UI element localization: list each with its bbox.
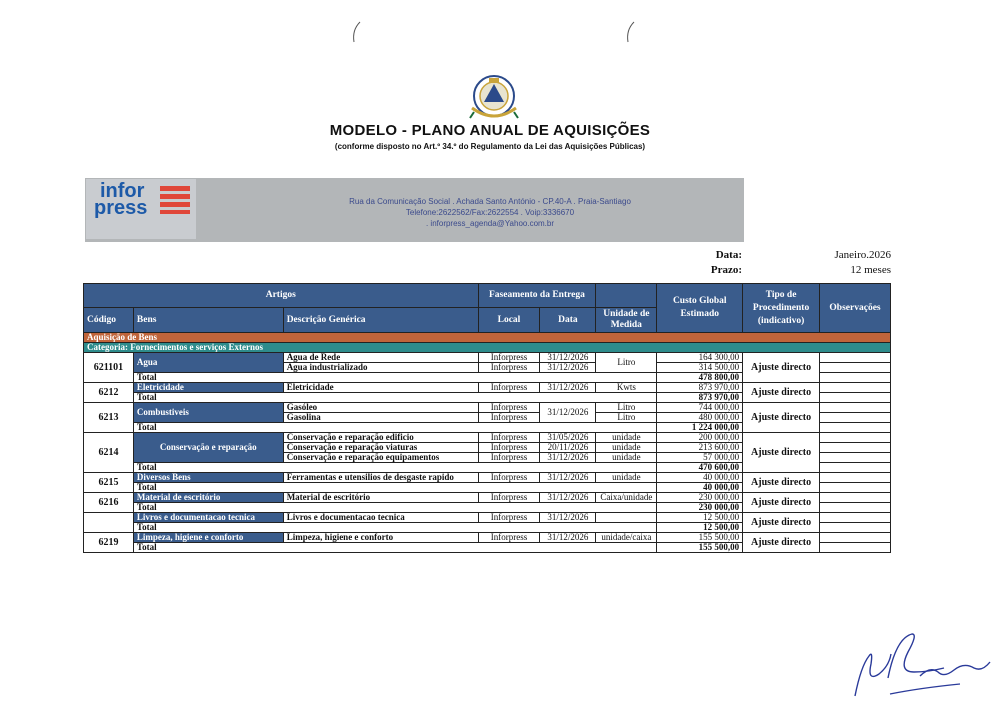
obs-cell <box>820 363 891 373</box>
obs-cell <box>820 353 891 363</box>
obs-cell <box>820 483 891 493</box>
cost-cell: 213 600,00 <box>657 443 743 453</box>
desc-cell: Limpeza, higiene e conforto <box>283 533 478 543</box>
date-cell: 31/05/2026 <box>540 433 596 443</box>
desc-cell: Livros e documentacao tecnica <box>283 513 478 523</box>
cost-cell: 12 500,00 <box>657 513 743 523</box>
desc-cell: Material de escritório <box>283 493 478 503</box>
cost-cell: 314 500,00 <box>657 363 743 373</box>
code-cell <box>84 513 134 533</box>
code-cell: 6212 <box>84 383 134 403</box>
bens-cell: Eletricidade <box>133 383 283 393</box>
total-label: Total <box>133 463 656 473</box>
local-cell: Inforpress <box>478 443 540 453</box>
header-data: Data <box>540 308 596 333</box>
desc-cell: Agua industrializado <box>283 363 478 373</box>
header-blank <box>596 284 657 308</box>
total-label: Total <box>133 393 656 403</box>
header-artigos: Artigos <box>84 284 479 308</box>
desc-cell: Gasóleo <box>283 403 478 413</box>
logo-text-infor: infor <box>100 180 145 202</box>
obs-cell <box>820 543 891 553</box>
obs-cell <box>820 423 891 433</box>
header-faseamento: Faseamento da Entrega <box>478 284 596 308</box>
unit-cell <box>596 513 657 523</box>
local-cell: Inforpress <box>478 453 540 463</box>
table-row <box>84 513 891 523</box>
table-row <box>84 433 891 443</box>
obs-cell <box>820 383 891 393</box>
date-cell: 31/12/2026 <box>540 473 596 483</box>
header-tipo: Tipo de Procedimento (indicativo) <box>743 284 820 333</box>
unit-cell: Litro <box>596 403 657 413</box>
table-row <box>84 493 891 503</box>
address-line: Rua da Comunicação Social . Achada Santo António - CP.40-A . Praia-Santiago <box>349 197 631 206</box>
unit-cell: Litro <box>596 353 657 373</box>
obs-cell <box>820 503 891 513</box>
total-label: Total <box>133 423 656 433</box>
email-line: . inforpress_agenda@Yahoo.com.br <box>425 219 555 228</box>
table-row <box>84 473 891 483</box>
total-value: 12 500,00 <box>657 523 743 533</box>
obs-cell <box>820 403 891 413</box>
procedure-cell: Ajuste directo <box>743 493 820 513</box>
table-row <box>84 353 891 363</box>
phone-line: Telefone:2622562/Fax:2622554 . Voip:3336670 <box>405 208 575 217</box>
local-cell: Inforpress <box>478 513 540 523</box>
date-cell: 31/12/2026 <box>540 533 596 543</box>
date-label: Data: <box>715 249 742 261</box>
procedure-cell: Ajuste directo <box>743 433 820 473</box>
table-row <box>84 383 891 393</box>
date-value: Janeiro.2026 <box>834 249 891 261</box>
total-value: 1 224 000,00 <box>657 423 743 433</box>
cost-cell: 200 000,00 <box>657 433 743 443</box>
code-cell: 621101 <box>84 353 134 383</box>
total-value: 478 800,00 <box>657 373 743 383</box>
total-label: Total <box>133 543 656 553</box>
code-cell: 6215 <box>84 473 134 493</box>
date-cell: 31/12/2026 <box>540 363 596 373</box>
table-row <box>84 533 891 543</box>
procedure-cell: Ajuste directo <box>743 473 820 493</box>
obs-cell <box>820 463 891 473</box>
date-cell: 31/12/2026 <box>540 353 596 363</box>
term-label: Prazo: <box>710 264 742 276</box>
total-value: 873 970,00 <box>657 393 743 403</box>
date-cell: 20/11/2026 <box>540 443 596 453</box>
code-cell: 6216 <box>84 493 134 513</box>
local-cell: Inforpress <box>478 433 540 443</box>
obs-cell <box>820 393 891 403</box>
handwritten-signature <box>850 628 1000 701</box>
desc-cell: Conservação e reparação edificio <box>283 433 478 443</box>
local-cell: Inforpress <box>478 413 540 423</box>
unit-cell: Caixa/unidade <box>596 493 657 503</box>
local-cell: Inforpress <box>478 383 540 393</box>
code-cell: 6213 <box>84 403 134 433</box>
obs-cell <box>820 513 891 523</box>
category-row: Categoria: Fornecimentos e serviços Externos <box>84 343 891 353</box>
obs-cell <box>820 493 891 503</box>
bens-cell: Diversos Bens <box>133 473 283 483</box>
obs-cell <box>820 523 891 533</box>
obs-cell <box>820 533 891 543</box>
term-value: 12 meses <box>850 264 891 276</box>
cost-cell: 164 300,00 <box>657 353 743 363</box>
unit-cell: Litro <box>596 413 657 423</box>
procedure-cell: Ajuste directo <box>743 513 820 533</box>
desc-cell: Agua de Rede <box>283 353 478 363</box>
date-cell: 31/12/2026 <box>540 453 596 463</box>
obs-cell <box>820 433 891 443</box>
bens-cell: Combustiveis <box>133 403 283 423</box>
contact-info <box>300 196 680 229</box>
desc-cell: Eletricidade <box>283 383 478 393</box>
date-cell: 31/12/2026 <box>540 403 596 423</box>
unit-cell: unidade <box>596 443 657 453</box>
obs-cell <box>820 473 891 483</box>
local-cell: Inforpress <box>478 353 540 363</box>
desc-cell: Conservação e reparação equipamentos <box>283 453 478 463</box>
total-value: 470 600,00 <box>657 463 743 473</box>
date-cell: 31/12/2026 <box>540 513 596 523</box>
procedure-cell: Ajuste directo <box>743 383 820 403</box>
bens-cell: Conservação e reparação <box>133 433 283 463</box>
procedure-cell: Ajuste directo <box>743 353 820 383</box>
header-local: Local <box>478 308 540 333</box>
bens-cell: Agua <box>133 353 283 373</box>
cost-cell: 57 000,00 <box>657 453 743 463</box>
desc-cell: Conservação e reparação viaturas <box>283 443 478 453</box>
bens-cell: Material de escritório <box>133 493 283 503</box>
header-observacoes: Observações <box>820 284 891 333</box>
total-value: 155 500,00 <box>657 543 743 553</box>
unit-cell: Kwts <box>596 383 657 393</box>
local-cell: Inforpress <box>478 493 540 503</box>
desc-cell: Gasolina <box>283 413 478 423</box>
code-cell: 6219 <box>84 533 134 553</box>
date-cell: 31/12/2026 <box>540 493 596 503</box>
coat-of-arms-seal <box>462 72 526 124</box>
page-title: MODELO - PLANO ANUAL DE AQUISIÇÕES <box>329 122 651 139</box>
procedure-cell: Ajuste directo <box>743 403 820 433</box>
total-value: 230 000,00 <box>657 503 743 513</box>
local-cell: Inforpress <box>478 473 540 483</box>
date-cell: 31/12/2026 <box>540 383 596 393</box>
local-cell: Inforpress <box>478 533 540 543</box>
local-cell: Inforpress <box>478 363 540 373</box>
total-label: Total <box>133 503 656 513</box>
cost-cell: 155 500,00 <box>657 533 743 543</box>
header-bens: Bens <box>133 308 283 333</box>
total-label: Total <box>133 373 656 383</box>
obs-cell <box>820 413 891 423</box>
obs-cell <box>820 453 891 463</box>
header-custo: Custo Global Estimado <box>657 284 743 333</box>
unit-cell: unidade/caixa <box>596 533 657 543</box>
cost-cell: 40 000,00 <box>657 473 743 483</box>
obs-cell <box>820 373 891 383</box>
bens-cell: Livros e documentacao tecnica <box>133 513 283 523</box>
logo-stripes-icon <box>160 184 192 216</box>
unit-cell: unidade <box>596 473 657 483</box>
cost-cell: 230 000,00 <box>657 493 743 503</box>
total-label: Total <box>133 483 656 493</box>
cost-cell: 480 000,00 <box>657 413 743 423</box>
acquisition-table <box>83 283 891 553</box>
unit-cell: unidade <box>596 433 657 443</box>
local-cell: Inforpress <box>478 403 540 413</box>
cost-cell: 873 970,00 <box>657 383 743 393</box>
header-codigo: Código <box>84 308 134 333</box>
unit-cell: unidade <box>596 453 657 463</box>
table-row <box>84 403 891 413</box>
total-label: Total <box>133 523 656 533</box>
procedure-cell: Ajuste directo <box>743 533 820 553</box>
page-subtitle: (conforme disposto no Art.º 34.º do Regulamento da Lei das Aquisições Públicas) <box>334 142 646 151</box>
total-value: 40 000,00 <box>657 483 743 493</box>
desc-cell: Ferramentas e utensilios de desgaste rapido <box>283 473 478 483</box>
logo-text-press: press <box>94 197 148 219</box>
header-unidade: Unidade de Medida <box>596 308 657 333</box>
header-descricao: Descrição Genérica <box>283 308 478 333</box>
bens-cell: Limpeza, higiene e conforto <box>133 533 283 543</box>
cost-cell: 744 000,00 <box>657 403 743 413</box>
section-row: Aquisição de Bens <box>84 333 891 343</box>
obs-cell <box>820 443 891 453</box>
code-cell: 6214 <box>84 433 134 473</box>
